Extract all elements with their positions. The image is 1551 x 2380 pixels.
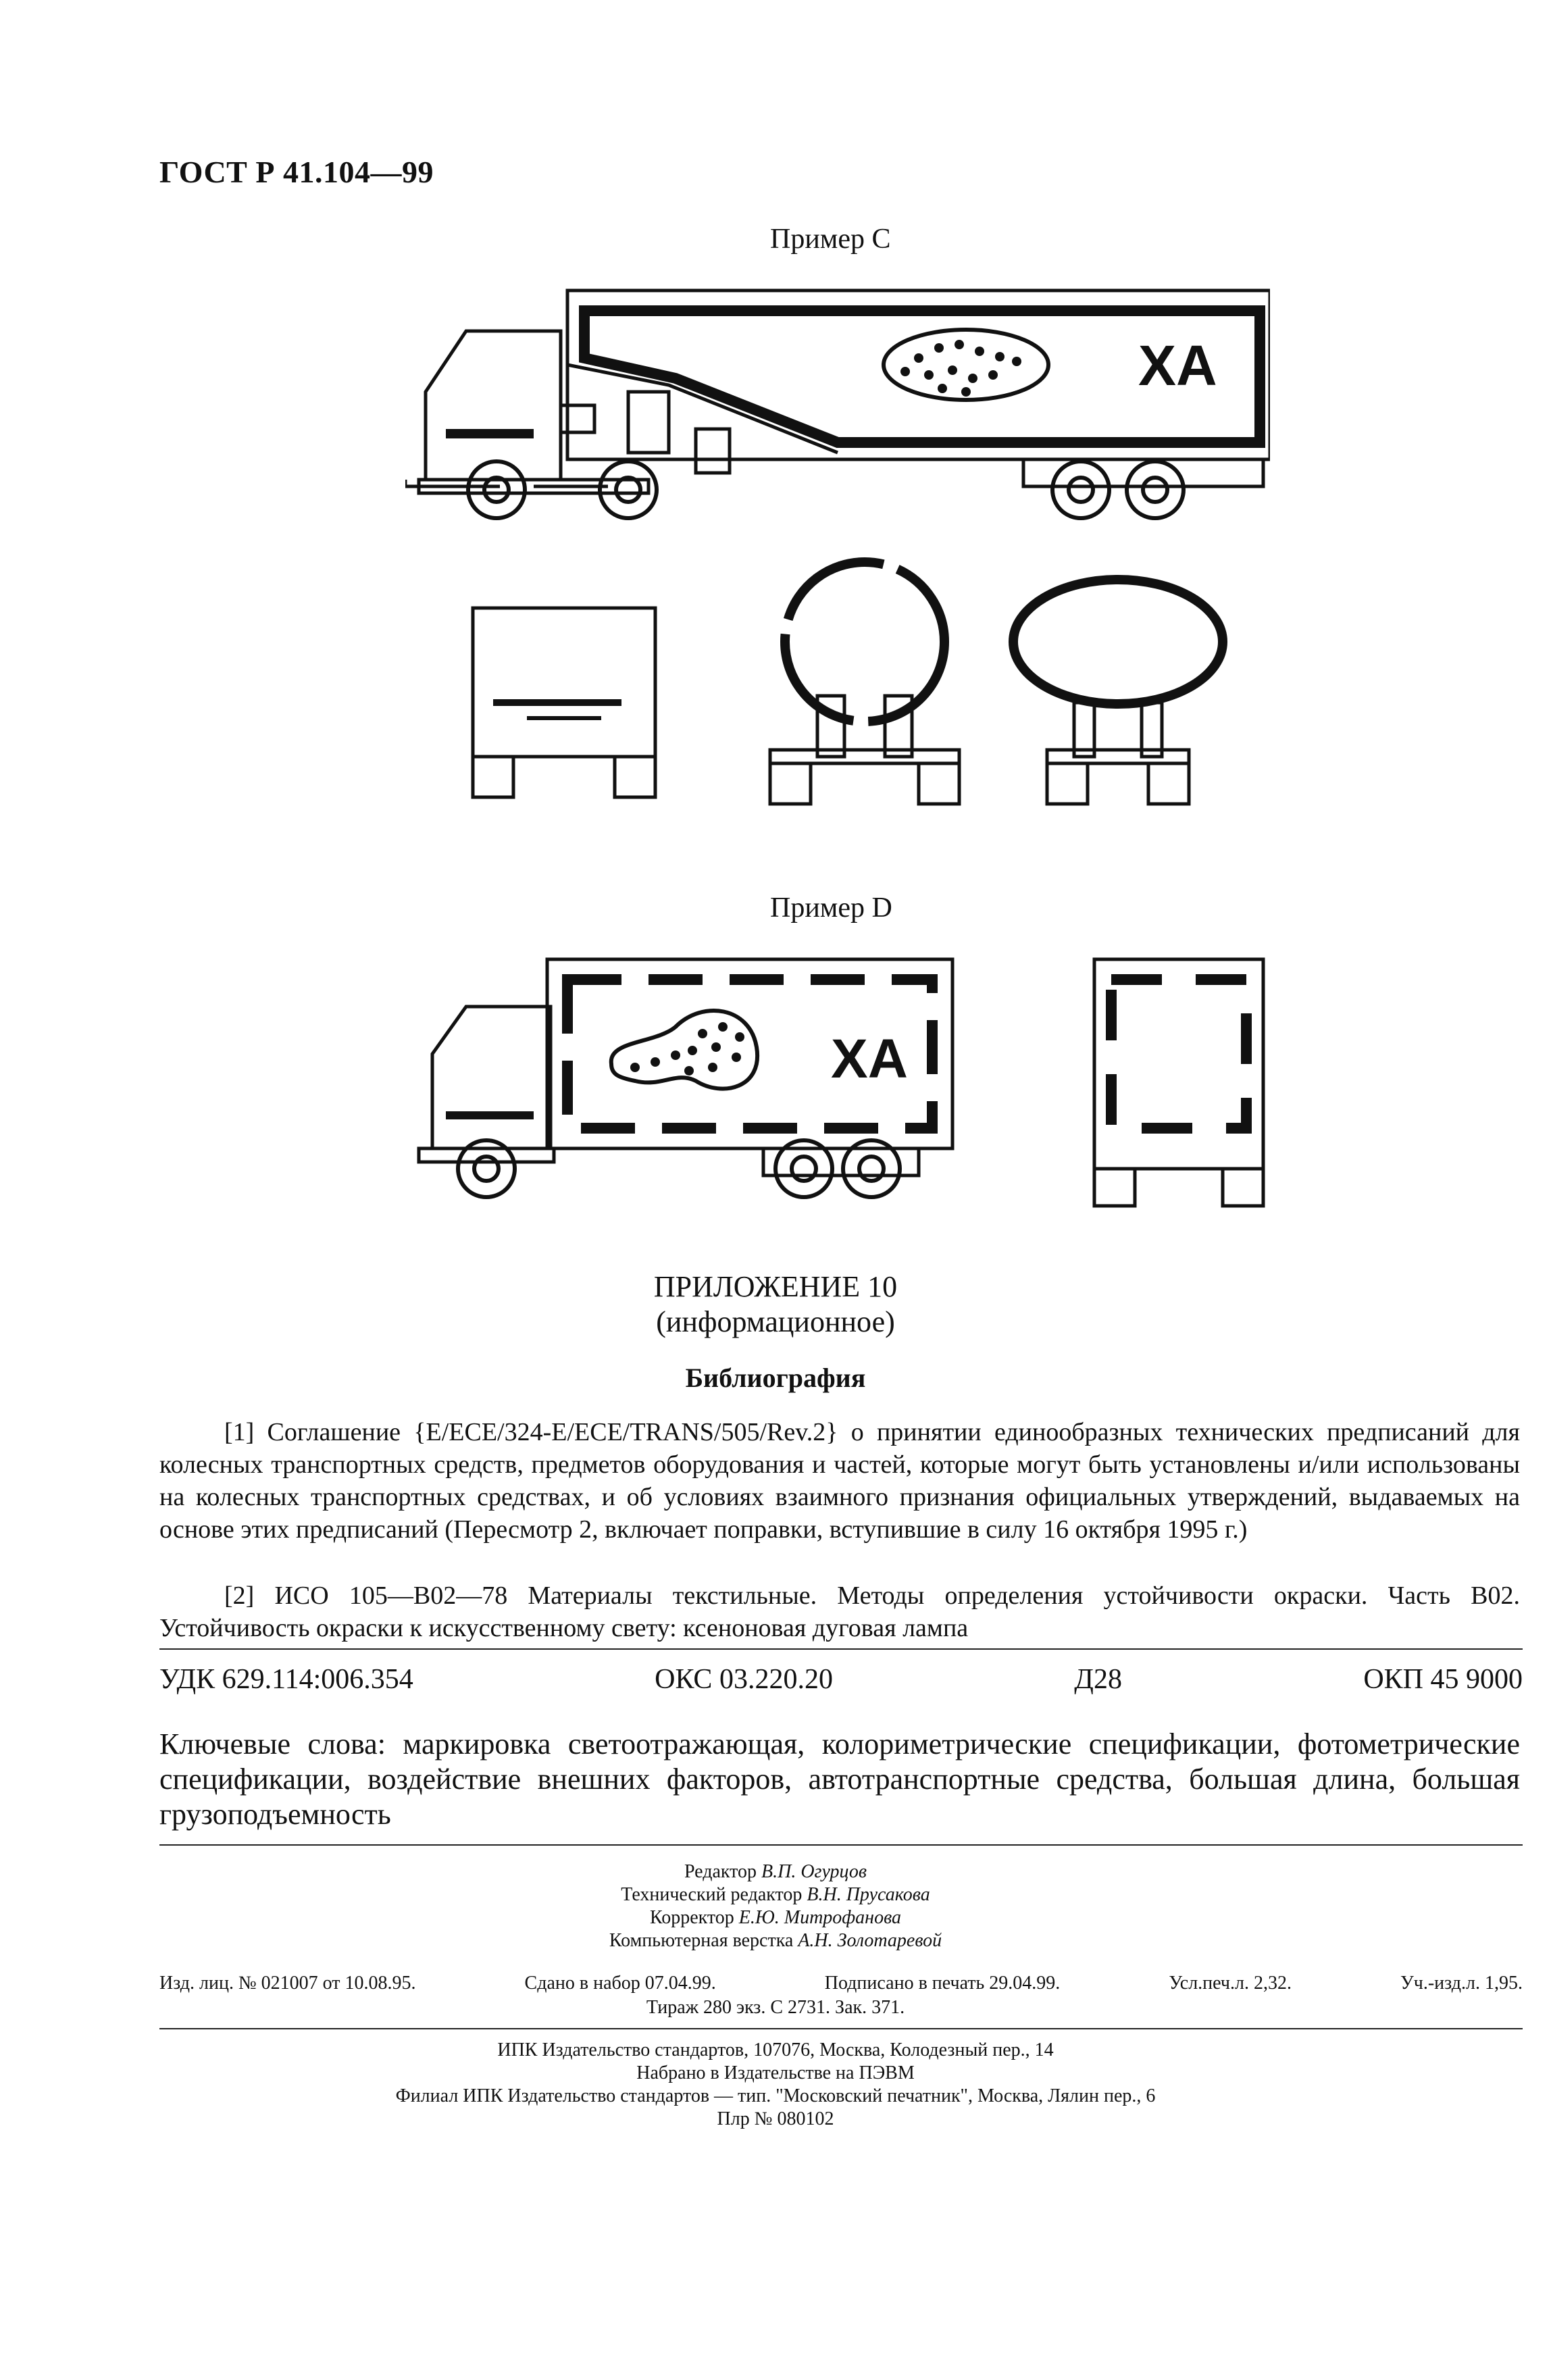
- layout-name: А.Н. Золотаревой: [798, 1930, 942, 1951]
- credits: [0, 1860, 1551, 1952]
- example-c-rear-views: [466, 540, 1277, 811]
- bibliography-item-2: [2] ИСО 105—В02—78 Материалы текстильные. Методы определения устойчивости окраски. Часть В02. Устойчивость окраски к искусственному свету: ксеноновая дуговая лампа: [159, 1581, 1520, 1642]
- example-d-label: Пример D: [770, 892, 892, 923]
- appendix-subtitle: (информационное): [656, 1305, 895, 1338]
- tech-editor-label: Технический редактор: [621, 1884, 803, 1905]
- license: Изд. лиц. № 021007 от 10.08.95.: [159, 1973, 416, 1994]
- d-code: Д28: [1074, 1664, 1122, 1695]
- keywords: Ключевые слова: маркировка светоотражающая, колориметрические спецификации, фотометрические спецификации, воздействие внешних факторов, автотранспортные средства, большая длина, большая грузоподъемность: [159, 1727, 1520, 1831]
- divider: [159, 1844, 1523, 1846]
- print-sheets: Усл.печ.л. 2,32.: [1169, 1973, 1292, 1994]
- pub-sheets: Уч.-изд.л. 1,95.: [1400, 1973, 1523, 1994]
- layout-label: Компьютерная верстка: [609, 1930, 794, 1951]
- document-code: ГОСТ Р 41.104—99: [159, 155, 434, 189]
- oks-code: ОКС 03.220.20: [655, 1664, 833, 1695]
- example-d-truck-figure: [405, 953, 959, 1202]
- divider: [159, 1648, 1523, 1650]
- editor-name: В.П. Огурцов: [761, 1861, 867, 1882]
- bibliography-item-1: [1] Соглашение {E/ECE/324-E/ECE/TRANS/505/Rev.2} о принятии единообразных технических предписаний для колесных транспортных средств, предметов оборудования и частей, которые могут быть установлены и/или использованы на колесных транспортных средствах, и об условиях взаимного признания официальных утверждений, выдаваемых на основе этих предписаний (Пересмотр 2, включает поправки, вступившие в силу 16 октября 1995 г.): [159, 1418, 1520, 1544]
- bibliography-heading: Библиография: [685, 1363, 866, 1393]
- editor-label: Редактор: [684, 1861, 757, 1882]
- divider: [159, 2028, 1523, 2029]
- imprint-line: Набрано в Издательстве на ПЭВМ: [636, 2062, 915, 2083]
- marking-text-d: ХА: [831, 1028, 908, 1090]
- appendix-title: ПРИЛОЖЕНИЕ 10: [653, 1270, 898, 1303]
- imprint-line: Плр № 080102: [717, 2108, 834, 2129]
- marking-text-c: ХА: [1138, 334, 1217, 397]
- example-d-rear-view: [1081, 953, 1277, 1209]
- example-c-label: Пример С: [770, 224, 891, 255]
- okp-code: ОКП 45 9000: [1363, 1664, 1523, 1695]
- submitted: Сдано в набор 07.04.99.: [524, 1973, 716, 1994]
- example-c-truck-figure: [405, 284, 1270, 540]
- publishing-row: [159, 1973, 1523, 1994]
- classification-row: [159, 1663, 1523, 1696]
- circulation: Тираж 280 экз. С 2731. Зак. 371.: [646, 1997, 905, 2018]
- signed: Подписано в печать 29.04.99.: [824, 1973, 1061, 1994]
- corrector-label: Корректор: [649, 1907, 734, 1928]
- imprint: [0, 2039, 1551, 2131]
- tech-editor-name: В.Н. Прусакова: [807, 1884, 930, 1905]
- imprint-line: ИПК Издательство стандартов, 107076, Москва, Колодезный пер., 14: [497, 2040, 1054, 2060]
- udk-code: УДК 629.114:006.354: [159, 1664, 413, 1695]
- corrector-name: Е.Ю. Митрофанова: [738, 1907, 902, 1928]
- imprint-line: Филиал ИПК Издательство стандартов — тип. "Московский печатник", Москва, Лялин пер., 6: [395, 2085, 1156, 2106]
